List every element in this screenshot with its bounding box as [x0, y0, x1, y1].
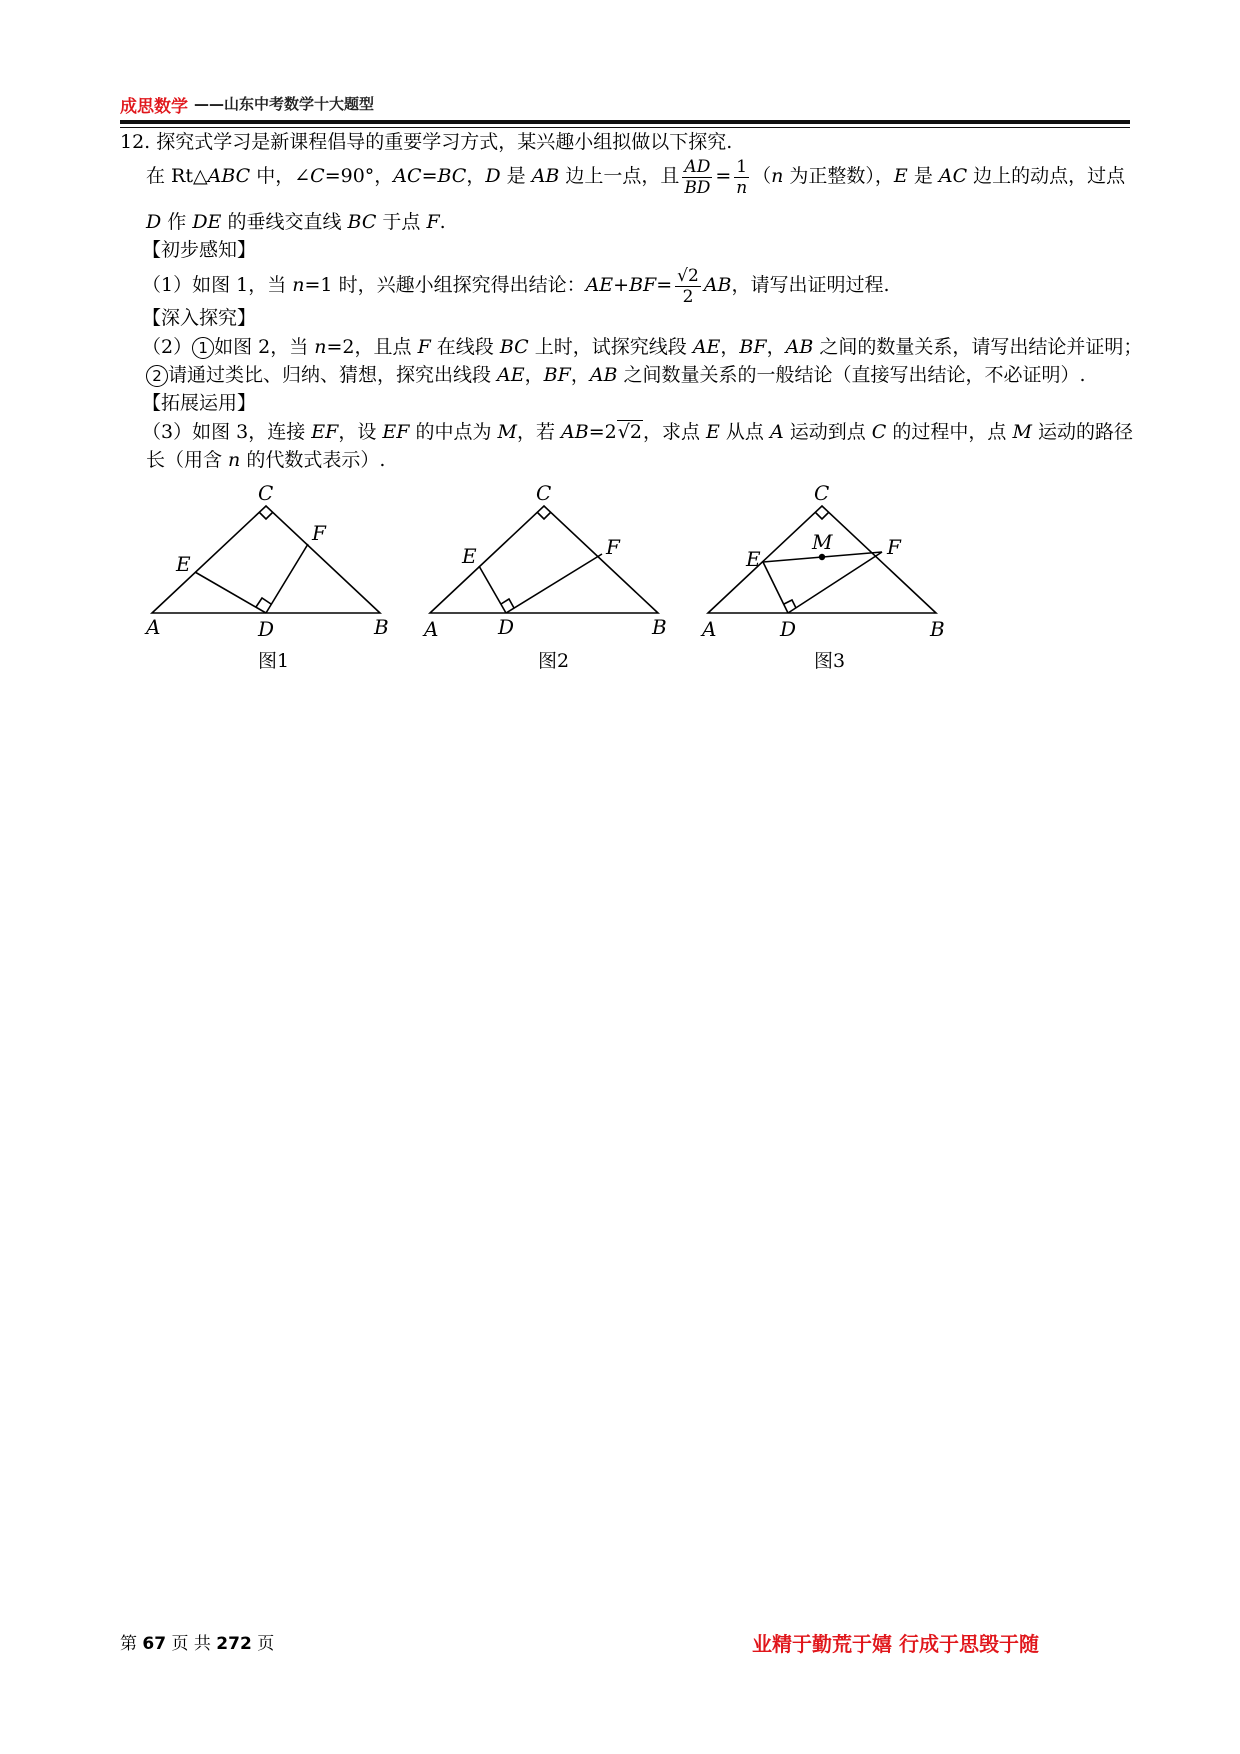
figure-1-segment-de: [195, 572, 266, 613]
brand-logo-text: 成思数学: [120, 97, 188, 117]
figure-1-segment-df: [266, 544, 308, 613]
figure-1-label-b: B: [374, 615, 389, 639]
figure-3-right-angle-c: [815, 512, 829, 519]
figure-3-label-b: B: [930, 617, 945, 641]
figure-1-right-angle-c: [259, 512, 273, 519]
figure-3-caption: 图3: [814, 650, 846, 672]
header-rule-thick: [120, 120, 1130, 124]
figure-3-label-a: A: [702, 617, 717, 641]
figure-2-segment-de: [479, 566, 506, 613]
figure-2-caption: 图2: [538, 650, 570, 672]
part-3-text-line-2: 长（用含 n 的代数式表示）.: [146, 449, 386, 471]
circled-number-2: 2: [146, 365, 168, 387]
section-heading-3: 【拓展运用】: [142, 392, 257, 414]
figure-3-label-e: E: [746, 547, 761, 571]
figure-1-label-c: C: [258, 481, 274, 505]
fraction-1-n: $\frac{1}{n}$: [736, 156, 748, 198]
part-3-text-line-1: （3）如图 3，连接 EF，设 EF 的中点为 M，若 AB=2√2，求点 E 从点 A 运动到点 C 的过程中，点 M 运动的路径: [142, 421, 1133, 443]
figure-1-label-d: D: [258, 617, 275, 641]
part-1-text: （1）如图 1，当 n=1 时，兴趣小组探究得出结论：AE+BF= $\frac{√2}{2}$ AB，请写出证明过程.: [142, 265, 890, 307]
figure-2-label-b: B: [652, 615, 667, 639]
problem-intro: 12. 探究式学习是新课程倡导的重要学习方式，某兴趣小组拟做以下探究.: [120, 131, 733, 153]
page-header: [120, 92, 1130, 122]
figure-2-segment-df: [506, 554, 602, 613]
footer-motto: 业精于勤荒于嬉 行成于思毁于随: [752, 1632, 1039, 1656]
problem-number: 12.: [120, 131, 151, 153]
figure-2-label-a: A: [424, 617, 439, 641]
fraction-ad-bd: $\frac{AD}{BD}$: [684, 156, 711, 198]
figure-2-label-c: C: [536, 481, 552, 505]
figure-3-segment-df: [788, 552, 882, 613]
fraction-root2-over-2: $\frac{√2}{2}$: [677, 265, 699, 307]
section-heading-1: 【初步感知】: [142, 239, 257, 261]
figure-1-label-f: F: [312, 521, 326, 545]
figure-3-label-c: C: [814, 481, 830, 505]
figure-3-segment-de: [763, 562, 788, 613]
figure-3-midpoint-m: [819, 554, 825, 560]
part-2-2-text: 2 请通过类比、归纳、猜想，探究出线段 AE，BF，AB 之间数量关系的一般结论（直接写出结论，不必证明）.: [146, 361, 1086, 389]
figure-1-caption: 图1: [258, 650, 290, 672]
figure-3-label-d: D: [780, 617, 797, 641]
figure-3-label-f: F: [887, 535, 901, 559]
figure-1-label-e: E: [176, 552, 191, 576]
figure-1-label-a: A: [146, 615, 161, 639]
header-subtitle: ——山东中考数学十大题型: [194, 95, 375, 113]
figure-2-right-angle-c: [537, 512, 551, 519]
page-number: 第 67 页 共 272 页: [120, 1634, 275, 1654]
figure-2-label-f: F: [606, 535, 620, 559]
figure-1-right-angle-d: [256, 598, 271, 607]
circled-number-1: 1: [192, 337, 214, 359]
part-2-1-text: （2） 1 如图 2，当 n=2，且点 F 在线段 BC 上时，试探究线段 AE，BF，AB 之间的数量关系，请写出结论并证明；: [142, 336, 1143, 358]
problem-condition-line-1: 在 Rt△ABC 中，∠C=90°，AC=BC，D 是 AB 边上一点，且 $\frac{AD}{BD}$ = $\frac{1}{n}$ （n 为正整数），E 是 AC 边上的动点，过点: [146, 156, 1126, 198]
figure-3-label-m: M: [812, 530, 833, 554]
figure-2-label-e: E: [462, 544, 477, 568]
figure-2-label-d: D: [498, 615, 515, 639]
section-heading-2: 【深入探究】: [142, 307, 257, 329]
problem-condition-line-2: D 作 DE 的垂线交直线 BC 于点 F.: [146, 211, 446, 233]
